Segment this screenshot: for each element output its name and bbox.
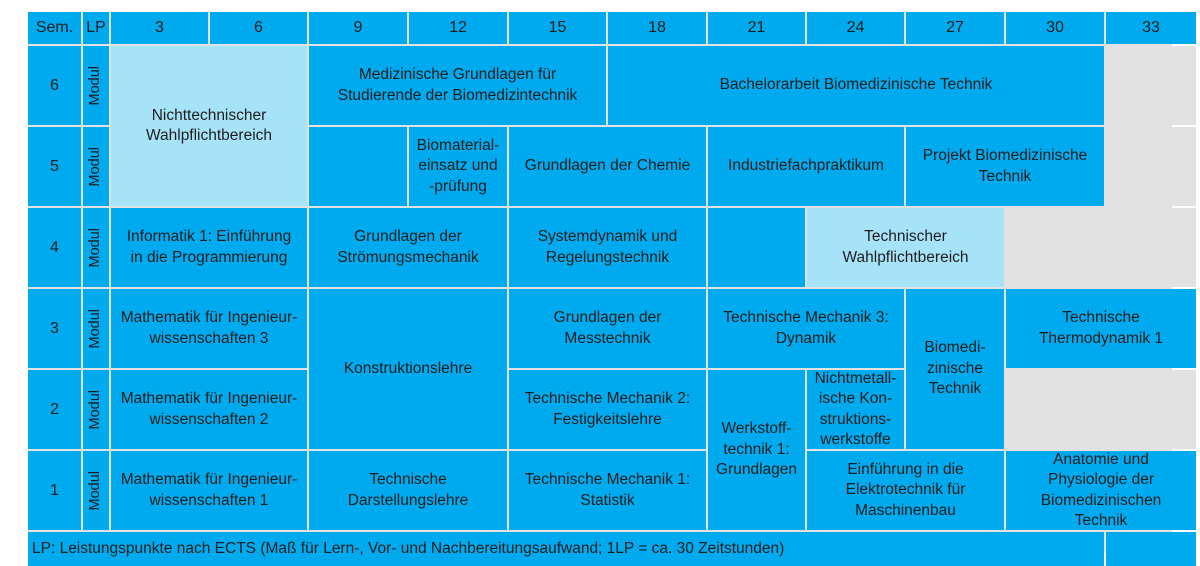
module-technischer-wahlpflichtbereich <box>807 208 1004 287</box>
header-lp-9: 9 <box>309 12 407 44</box>
modul-label-sem2 <box>83 370 109 449</box>
module-title <box>127 227 292 268</box>
module-title-line: in die Programmierung <box>130 248 288 266</box>
module-mathematik-2 <box>111 370 307 449</box>
module-title <box>538 227 678 268</box>
footer-note: LP: Leistungspunkte nach ECTS (Maß für Lern-, Vor- und Nachbereitungsaufwand; 1LP = ca. 30 Zeitstunden) <box>28 532 1104 566</box>
empty-module-cell <box>708 208 805 287</box>
module-title-line: Physiologie der <box>1048 471 1154 489</box>
module-werkstofftechnik-1 <box>708 370 805 530</box>
module-industriefachpraktikum <box>708 127 904 206</box>
module-title-line: Grundlagen <box>715 461 797 479</box>
header-lp-30: 30 <box>1006 12 1104 44</box>
module-informatik-1 <box>111 208 307 287</box>
module-title-line: Festigkeitslehre <box>553 410 662 428</box>
module-projekt-biomedizinische-technik <box>906 127 1104 206</box>
module-technische-mechanik-2 <box>509 370 706 449</box>
module-title-line: Grundlagen der Chemie <box>524 157 691 175</box>
module-title-line: Elektrotechnik für <box>845 481 966 499</box>
modul-text: Modul <box>87 65 104 106</box>
module-title <box>1041 451 1162 530</box>
module-biomaterialeinsatz <box>409 127 507 206</box>
module-title <box>121 470 298 511</box>
header-semester: Sem. <box>28 12 81 44</box>
module-title-line: Werkstoff- <box>721 420 792 438</box>
module-title-line: Dynamik <box>775 329 837 347</box>
module-title-line: Mathematik für Ingenieur- <box>120 471 298 489</box>
module-title-line: Regelungstechnik <box>545 248 670 266</box>
module-title-line: Technische Mechanik 1: <box>524 471 691 489</box>
header-lp-18: 18 <box>608 12 706 44</box>
module-anatomie-physiologie <box>1006 451 1196 530</box>
module-technische-mechanik-1 <box>509 451 706 530</box>
empty-cell <box>1006 208 1196 287</box>
module-title <box>121 389 298 430</box>
module-title-line: Technische Mechanik 2: <box>524 390 691 408</box>
module-mathematik-3 <box>111 289 307 368</box>
module-title <box>525 389 690 430</box>
modul-text: Modul <box>87 389 104 430</box>
module-title <box>417 136 500 197</box>
module-title-line: Wahlpflichtbereich <box>842 248 969 266</box>
module-title-line: Biomedizinischen <box>1040 491 1162 509</box>
semester-5-label: 5 <box>28 127 81 206</box>
module-title-line: Thermodynamik 1 <box>1038 329 1164 347</box>
modul-text: Modul <box>87 227 104 268</box>
module-biomedizinische-technik <box>906 289 1004 449</box>
header-lp-6: 6 <box>210 12 307 44</box>
header-lp-15: 15 <box>509 12 606 44</box>
module-title-line: wissenschaften 1 <box>149 491 269 509</box>
module-title-line: -prüfung <box>429 177 487 195</box>
module-title-line: zinische <box>926 359 983 377</box>
module-title <box>554 308 662 349</box>
modul-text: Modul <box>87 146 104 187</box>
module-nichttechnischer-wahlpflichtbereich <box>111 46 307 206</box>
semester-6-label: 6 <box>28 46 81 125</box>
module-title <box>338 65 578 106</box>
module-title <box>923 146 1088 187</box>
module-title-line: Maschinenbau <box>855 501 956 519</box>
module-elektrotechnik <box>807 451 1004 530</box>
empty-cell <box>1006 370 1196 449</box>
modul-label-sem5 <box>83 127 109 206</box>
module-konstruktionslehre <box>309 289 507 449</box>
module-title-line: Grundlagen der <box>354 228 462 246</box>
module-title <box>720 75 993 95</box>
module-title-line: Wahlpflichtbereich <box>145 127 273 144</box>
module-title <box>344 359 472 379</box>
module-title-line: Technische Mechanik 3: <box>723 309 889 327</box>
header-lp-12: 12 <box>409 12 507 44</box>
header-lp-3: 3 <box>111 12 208 44</box>
module-title <box>1039 308 1163 349</box>
module-title-line: werkstoffe <box>820 430 891 448</box>
header-lp-24: 24 <box>807 12 904 44</box>
module-title-line: ische Kon- <box>818 390 893 408</box>
module-title-line: Technische <box>369 471 447 489</box>
module-title-line: wissenschaften 2 <box>149 410 269 428</box>
module-title-line: Strömungsmechanik <box>337 248 479 266</box>
module-title <box>337 227 478 268</box>
module-title-line: einsatz und <box>418 157 498 175</box>
module-title-line: Konstruktionslehre <box>343 359 473 377</box>
header-lp-27: 27 <box>906 12 1004 44</box>
module-title-line: Statistik <box>580 491 635 509</box>
footer-empty-cell <box>1106 532 1196 566</box>
module-title-line: Darstellungslehre <box>347 491 469 509</box>
module-title-line: Nichttechnischer <box>151 106 267 124</box>
module-title-line: Technik <box>978 167 1032 185</box>
header-lp-21: 21 <box>708 12 805 44</box>
modul-text: Modul <box>87 470 104 511</box>
module-title-line: Nichtmetall- <box>814 370 897 387</box>
module-title <box>716 419 797 480</box>
module-darstellungslehre <box>309 451 507 530</box>
module-title-line: Mathematik für Ingenieur- <box>120 390 298 408</box>
module-title-line: Grundlagen der <box>553 309 662 327</box>
module-title <box>525 470 690 511</box>
header-lp-33: 33 <box>1106 12 1196 44</box>
module-title-line: struktions- <box>819 410 892 428</box>
module-stroemungsmechanik <box>309 208 507 287</box>
module-title-line: Industriefachpraktikum <box>728 157 884 175</box>
module-title-line: Biomedi- <box>924 339 986 357</box>
module-title <box>723 308 888 349</box>
module-title <box>525 156 690 176</box>
module-title <box>146 106 272 147</box>
header-lp: LP <box>83 12 109 44</box>
module-medizinische-grundlagen <box>309 46 606 125</box>
semester-2-label: 2 <box>28 370 81 449</box>
module-title-line: Studierende der Biomedizintechnik <box>337 86 578 104</box>
module-title-line: Systemdynamik und <box>537 228 678 246</box>
module-title-line: Technischer <box>864 228 947 246</box>
module-title-line: Bachelorarbeit Biomedizinische Technik <box>719 76 993 94</box>
module-thermodynamik-1 <box>1006 289 1196 368</box>
module-grundlagen-chemie <box>509 127 706 206</box>
semester-1-label: 1 <box>28 451 81 530</box>
empty-cell <box>1106 46 1196 125</box>
module-title-line: Mathematik für Ingenieur- <box>120 309 298 327</box>
study-plan-table <box>28 12 1172 557</box>
semester-4-label: 4 <box>28 208 81 287</box>
module-title <box>728 156 884 176</box>
modul-text: Modul <box>87 308 104 349</box>
semester-3-label: 3 <box>28 289 81 368</box>
module-title <box>924 338 985 399</box>
module-title-line: Technische <box>1062 309 1140 327</box>
module-title <box>815 370 897 449</box>
module-title-line: Projekt Biomedizinische <box>922 147 1088 165</box>
module-bachelorarbeit <box>608 46 1104 125</box>
module-title-line: Informatik 1: Einführung <box>126 228 292 246</box>
module-title-line: Anatomie und <box>1053 451 1149 468</box>
empty-module-cell <box>309 127 407 206</box>
module-title-line: Technik <box>928 380 982 398</box>
empty-cell <box>1106 127 1196 206</box>
module-title <box>121 308 298 349</box>
module-title-line: Medizinische Grundlagen für <box>358 66 557 84</box>
module-systemdynamik <box>509 208 706 287</box>
module-title <box>846 460 966 521</box>
modul-label-sem4 <box>83 208 109 287</box>
module-nichtmetallische-konstruktionswerkstoffe <box>807 370 904 449</box>
module-title-line: Biomaterial- <box>416 136 500 154</box>
module-title-line: Messtechnik <box>564 329 651 347</box>
module-title-line: Einführung in die <box>847 460 964 478</box>
modul-label-sem1 <box>83 451 109 530</box>
modul-label-sem3 <box>83 289 109 368</box>
module-title-line: technik 1: <box>723 440 790 458</box>
module-technische-mechanik-3 <box>708 289 904 368</box>
module-title-line: wissenschaften 3 <box>149 329 269 347</box>
module-title <box>348 470 469 511</box>
module-mathematik-1 <box>111 451 307 530</box>
module-title-line: Technik <box>1074 511 1128 529</box>
module-messtechnik <box>509 289 706 368</box>
modul-label-sem6 <box>83 46 109 125</box>
module-title <box>842 227 968 268</box>
